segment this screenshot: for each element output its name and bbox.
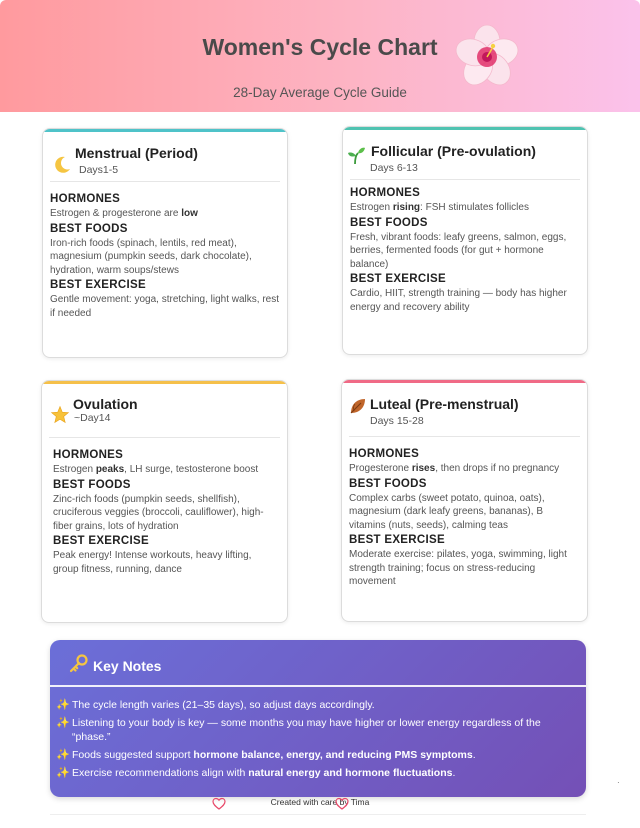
- list-item: [56, 698, 574, 712]
- hormones-text-end: , LH surge, testosterone boost: [124, 464, 259, 475]
- hormones-text: [53, 463, 279, 477]
- key-notes-title: Key Notes: [93, 658, 162, 674]
- crescent-moon-icon: [52, 155, 72, 175]
- note-text-emphasis: hormone balance, energy, and reducing PMS symptoms: [193, 749, 473, 761]
- note-text-start: The cycle length varies (21–35 days), so adjust days accordingly.: [72, 699, 375, 711]
- note-text: [72, 698, 375, 712]
- sparkles-icon: ✨: [56, 699, 70, 711]
- list-item: [56, 716, 574, 744]
- key-icon: [68, 654, 88, 674]
- card-divider: [50, 181, 280, 182]
- hormones-text-start: Estrogen: [53, 464, 96, 475]
- card-accent-bar: [343, 127, 587, 130]
- phase-title: Follicular (Pre-ovulation): [371, 143, 536, 159]
- note-text-emphasis: natural energy and hormone fluctuations: [248, 767, 453, 779]
- phase-details: [350, 185, 579, 314]
- foods-text: Zinc-rich foods (pumpkin seeds, shellfish), cruciferous veggies (broccoli, cauliflower), high-fiber grains, lots of hydration: [53, 493, 264, 532]
- sparkles-icon: ✨: [56, 767, 70, 779]
- key-notes-panel: [50, 640, 586, 797]
- foods-heading: BEST FOODS: [349, 477, 427, 490]
- hormones-text-start: Estrogen: [350, 202, 393, 213]
- footer-divider: [50, 814, 586, 815]
- phase-card-ovulation: [41, 380, 288, 623]
- glowing-star-icon: [50, 405, 70, 425]
- foods-text: Iron-rich foods (spinach, lentils, red meat), magnesium (pumpkin seeds, dark chocolate), hydration, warm soups/stews: [50, 237, 252, 276]
- heart-outline-icon: [335, 797, 349, 811]
- footer-credit: Created with care by Tima: [270, 797, 370, 807]
- hormones-heading: HORMONES: [50, 193, 121, 205]
- note-text: [72, 766, 455, 780]
- hormones-text-emphasis: peaks: [95, 464, 125, 475]
- key-notes-divider: [50, 685, 586, 687]
- note-text-start: Foods suggested support: [72, 749, 194, 761]
- phase-details: [349, 446, 579, 589]
- hormones-text: [349, 462, 579, 476]
- hormones-text-emphasis: low: [181, 208, 198, 219]
- phase-days: Days 6-13: [370, 162, 418, 174]
- phase-days: Days1-5: [79, 164, 119, 176]
- seedling-icon: [346, 145, 366, 165]
- exercise-heading: BEST EXERCISE: [350, 273, 446, 285]
- phase-card-luteal: [341, 379, 588, 622]
- sparkles-icon: ✨: [56, 749, 70, 761]
- phase-details: [50, 191, 279, 320]
- hormones-text-emphasis: rising: [392, 202, 421, 213]
- card-divider: [49, 437, 280, 438]
- card-accent-bar: [42, 381, 287, 384]
- exercise-text: Moderate exercise: pilates, yoga, swimming, light strength training; focus on stress-reducing movement: [349, 549, 567, 587]
- phase-details: [53, 447, 279, 576]
- foods-text: Fresh, vibrant foods: leafy greens, salmon, eggs, berries, fermented foods (for gut + hormone balance): [350, 231, 567, 270]
- heart-outline-icon: [212, 797, 226, 811]
- note-text-end: .: [472, 749, 476, 761]
- note-text-end: .: [452, 767, 456, 779]
- stray-mark: ·: [617, 778, 620, 787]
- page-title: Women's Cycle Chart: [202, 34, 438, 60]
- phase-days: ~Day14: [74, 412, 111, 424]
- hormones-text: [50, 207, 279, 221]
- hormones-heading: HORMONES: [350, 187, 421, 199]
- phase-title: Ovulation: [73, 396, 138, 412]
- note-text-start: Exercise recommendations align with: [72, 767, 249, 779]
- header-banner: [0, 0, 640, 112]
- fallen-leaf-icon: [348, 396, 368, 416]
- exercise-text: Gentle movement: yoga, stretching, light walks, rest if needed: [50, 294, 279, 319]
- foods-heading: BEST FOODS: [350, 216, 428, 229]
- exercise-text: Peak energy! Intense workouts, heavy lifting, group fitness, running, dance: [53, 550, 252, 575]
- exercise-heading: BEST EXERCISE: [50, 279, 146, 291]
- note-text-start: Listening to your body is key — some months you may have higher or lower energy regardless of the “phase.”: [72, 717, 541, 743]
- phase-title: Luteal (Pre-menstrual): [370, 396, 519, 412]
- phase-days: Days 15-28: [370, 415, 424, 427]
- list-item: [56, 766, 574, 780]
- hormones-text-start: Estrogen & progesterone are: [50, 208, 182, 219]
- card-divider: [350, 179, 580, 180]
- exercise-heading: BEST EXERCISE: [349, 534, 445, 546]
- foods-heading: BEST FOODS: [53, 478, 131, 491]
- phase-card-menstrual: [42, 128, 288, 358]
- hormones-text: [350, 201, 579, 215]
- hormones-text-end: : FSH stimulates follicles: [420, 202, 529, 213]
- list-item: [56, 748, 574, 762]
- exercise-text: Cardio, HIIT, strength training — body has higher energy and recovery ability: [350, 288, 567, 313]
- hormones-text-emphasis: rises: [411, 463, 436, 474]
- foods-text: Complex carbs (sweet potato, quinoa, oats), magnesium (dark leafy greens, bananas), B vitamins (nuts, seeds), calming teas: [349, 492, 545, 531]
- hormones-text-start: Progesterone: [349, 463, 412, 474]
- hormones-text-end: , then drops if no pregnancy: [435, 463, 560, 474]
- key-notes-list: [56, 698, 574, 784]
- exercise-heading: BEST EXERCISE: [53, 535, 149, 547]
- page-subtitle: 28-Day Average Cycle Guide: [233, 85, 407, 100]
- hormones-heading: HORMONES: [53, 449, 124, 461]
- hormones-heading: HORMONES: [349, 448, 420, 460]
- card-divider: [349, 436, 580, 437]
- phase-card-follicular: [342, 126, 588, 355]
- sparkles-icon: ✨: [56, 717, 70, 729]
- note-text: [72, 716, 574, 744]
- hibiscus-flower-icon: [454, 24, 520, 90]
- phase-title: Menstrual (Period): [75, 145, 198, 161]
- card-accent-bar: [342, 380, 587, 383]
- card-accent-bar: [43, 129, 287, 132]
- footer: [0, 797, 640, 807]
- foods-heading: BEST FOODS: [50, 222, 128, 235]
- note-text: [72, 748, 476, 762]
